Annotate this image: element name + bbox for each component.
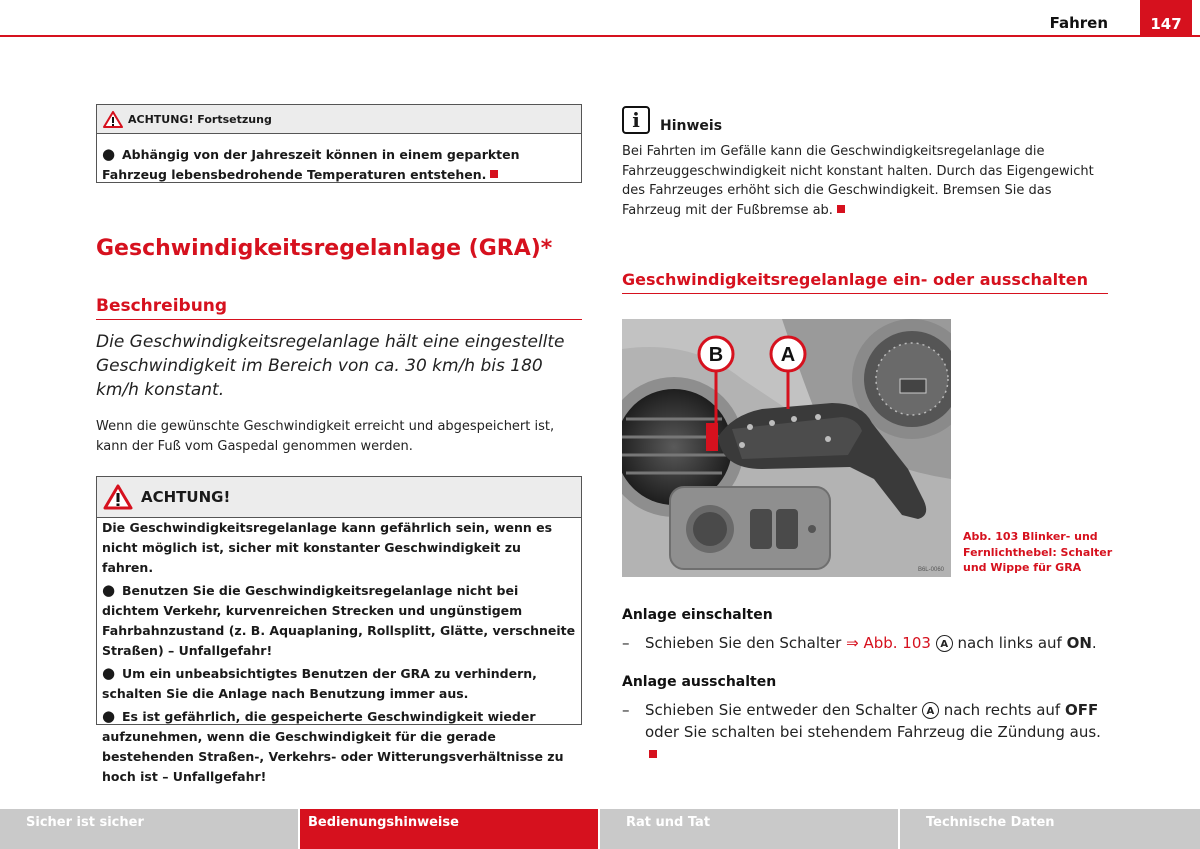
callout-a-label: A — [780, 344, 796, 366]
footer-tab-bedienungshinweise[interactable]: Bedienungshinweise — [300, 809, 598, 849]
warning-bullet: ● Benutzen Sie die Geschwindigkeitsregelanlage nicht bei dichtem Verkehr, kurvenreichen Strecken und ungünstigem Fahrbahnzustand (z. B. Aquaplaning, Rollsplitt, Glätte, verschneite Straßen) – Unfallgefahr! — [102, 581, 576, 658]
switch-on-step: – Schieben Sie den Schalter ⇒ Abb. 103 A nach links auf ON. — [622, 634, 1097, 652]
footer-tab-rat-und-tat[interactable]: Rat und Tat — [600, 809, 898, 849]
switch-section-heading: Geschwindigkeitsregelanlage ein- oder ausschalten — [622, 270, 1108, 294]
warning-header — [97, 477, 581, 518]
figure-reference-link[interactable]: ⇒ Abb. 103 — [846, 634, 931, 652]
marker-a: A — [936, 635, 953, 652]
warning-continued-title: ACHTUNG! Fortsetzung — [128, 112, 272, 126]
callout-b-label: B — [708, 344, 724, 366]
warning-bullet: ● Es ist gefährlich, die gespeicherte Geschwindigkeit wieder aufzunehmen, wenn die Geschwindigkeit für die gerade bestehenden Straßen-, Verkehrs- oder Witterungsverhältnisse zu hoch ist – Unfallgefahr! — [102, 707, 564, 784]
warning-continued-box — [96, 104, 582, 183]
running-header-section: Fahren — [1049, 14, 1108, 32]
marker-a: A — [922, 702, 939, 719]
warning-triangle-icon — [103, 111, 123, 128]
hint-text: Bei Fahrten im Gefälle kann die Geschwindigkeitsregelanlage die Fahrzeuggeschwindigkeit nicht konstant halten. Durch das Eigengewicht des Fahrzeuges erhöht sich die Geschwindigkeit. Bremsen Sie das Fahrzeug mit der Fußbremse ab. — [622, 144, 1094, 218]
switch-on-heading: Anlage einschalten — [622, 607, 773, 623]
description-intro: Die Geschwindigkeitsregelanlage hält eine eingestellte Geschwindigkeit im Bereich von ca. 30 km/h bis 180 km/h konstant. — [96, 332, 565, 400]
header-rule — [0, 35, 1200, 37]
main-heading: Geschwindigkeitsregelanlage (GRA)* — [96, 236, 553, 261]
switch-off-heading: Anlage ausschalten — [622, 674, 777, 690]
page-number: 147 — [1140, 0, 1192, 37]
figure-caption: Abb. 103 Blinker- und Fernlichthebel: Schalter und Wippe für GRA — [963, 530, 1113, 574]
warning-body — [97, 518, 581, 790]
description-heading: Beschreibung — [96, 296, 582, 320]
warning-continued-header — [97, 105, 581, 134]
description-text: Wenn die gewünschte Geschwindigkeit erreicht und abgespeichert ist, kann der Fuß vom Gaspedal genommen werden. — [96, 419, 555, 454]
footer-tab-technische-daten[interactable]: Technische Daten — [900, 809, 1200, 849]
warning-lead: Die Geschwindigkeitsregelanlage kann gefährlich sein, wenn es nicht möglich ist, sicher mit konstanter Geschwindigkeit zu fahren. — [102, 520, 553, 575]
keyword-on: ON — [1066, 634, 1092, 652]
figure-code: B6L-0060 — [917, 567, 944, 573]
end-mark — [837, 205, 845, 213]
end-mark — [649, 750, 657, 758]
switch-off-step: – Schieben Sie entweder den Schalter A nach rechts auf OFF oder Sie schalten bei stehendem Fahrzeug die Zündung aus. — [622, 699, 1108, 765]
warning-box — [96, 476, 582, 784]
info-icon: i — [622, 106, 650, 134]
warning-triangle-icon — [103, 484, 133, 510]
warning-title: ACHTUNG! — [141, 488, 231, 506]
footer-tab-sicher-ist-sicher[interactable]: Sicher ist sicher — [0, 809, 298, 849]
warning-bullet: ● Um ein unbeabsichtigtes Benutzen der GRA zu verhindern, schalten Sie die Anlage nach Benutzung immer aus. — [102, 664, 537, 701]
figure-turn-signal-lever — [622, 319, 951, 577]
end-mark — [490, 170, 498, 178]
hint-title: Hinweis — [660, 118, 723, 134]
keyword-off: OFF — [1064, 701, 1099, 719]
warning-continued-body: ● Abhängig von der Jahreszeit können in einem geparkten Fahrzeug lebensbedrohende Temperaturen entstehen. — [102, 145, 520, 182]
warning-continued-bullet: Abhängig von der Jahreszeit können in einem geparkten Fahrzeug lebensbedrohende Temperaturen entstehen. — [102, 147, 520, 182]
